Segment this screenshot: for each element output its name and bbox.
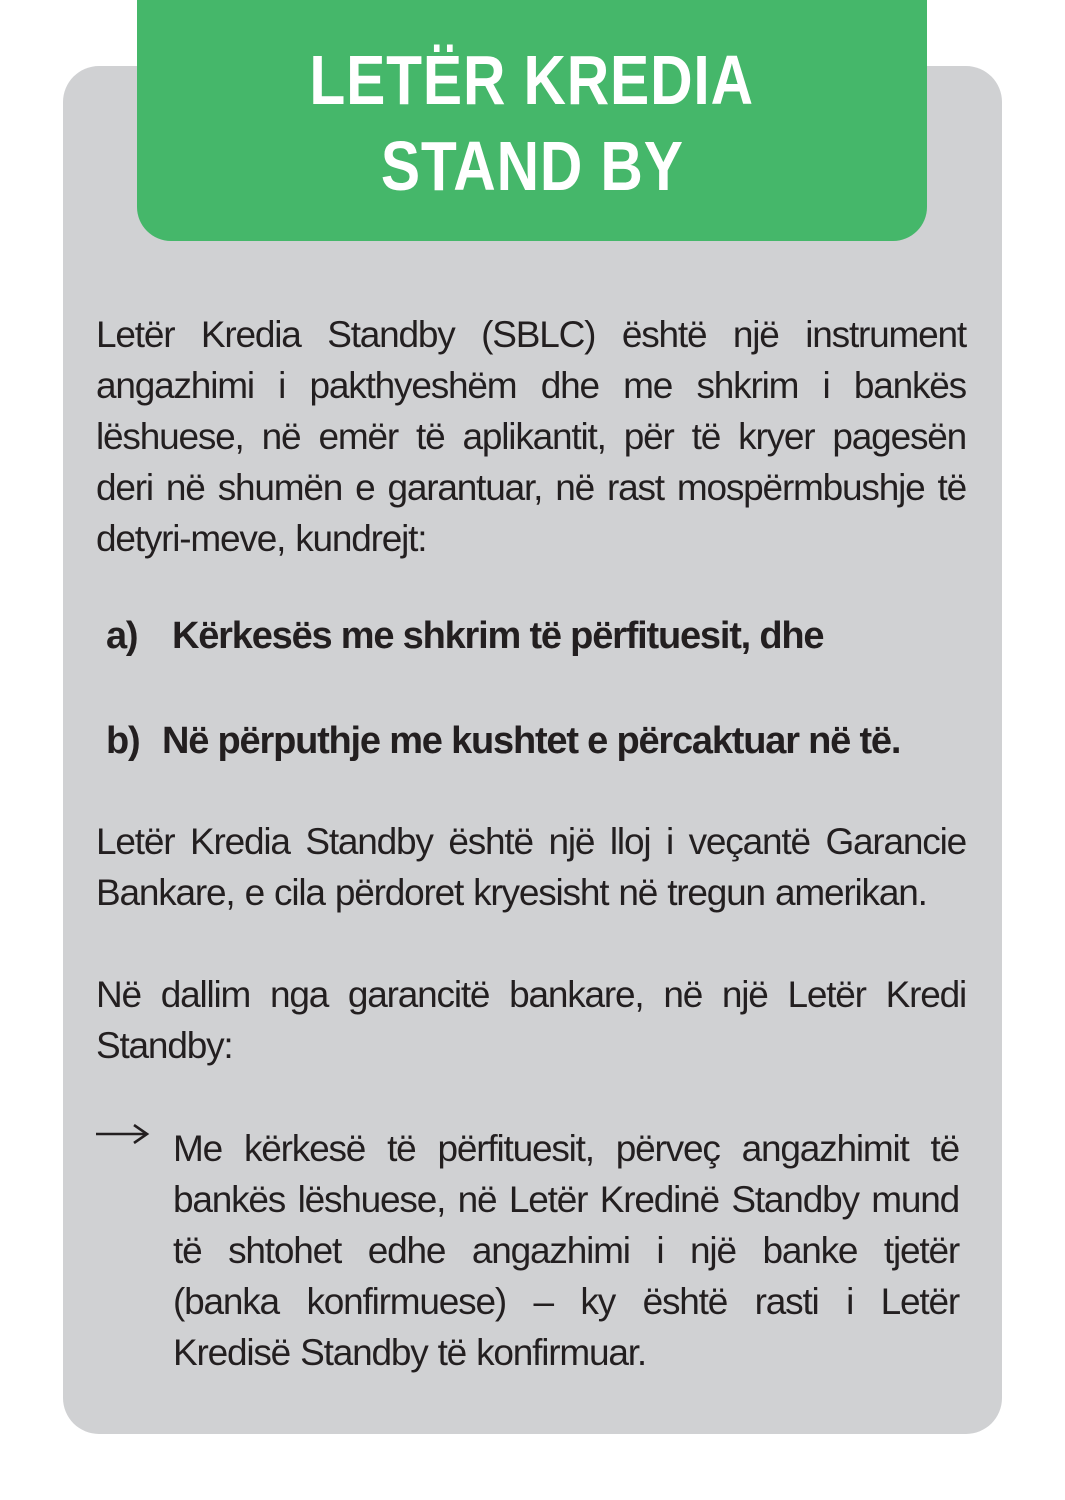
paragraph-3: Në dallim nga garancitë bankare, në një Letër Kredi Standby: [96,974,966,1066]
intro-paragraph: Letër Kredia Standby (SBLC) është një instrument angazhimi i pakthyeshëm dhe me shkrim i bankës lëshuese, në emër të aplikantit, për të kryer pagesën deri në shumën e garantuar, në rast mospërmbushje të detyri-meve, kundrejt: [96,314,966,559]
title-banner [137,0,927,241]
arrow-right-icon [96,1124,150,1144]
list-item-b [106,716,900,766]
page-title-line-2: STAND BY [380,126,684,205]
list-item-a-text: Kërkesës me shkrim të përfituesit, dhe [172,615,824,657]
paragraph-2: Letër Kredia Standby është një lloj i veçantë Garancie Bankare, e cila përdoret kryesisht në tregun amerikan. [96,821,966,913]
list-item-a [106,611,823,661]
list-marker-a: a) [106,615,138,657]
bullet-paragraph: Me kërkesë të përfituesit, përveç angazhimit të bankës lëshuese, në Letër Kredinë Standby mund të shtohet edhe angazhimi i një banke tjetër (banka konfirmuese) – ky është rasti i Letër Kredisë Standby të konfirmuar. [173,1128,959,1373]
list-marker-b: b) [106,720,140,762]
list-item-b-text: Në përputhje me kushtet e përcaktuar në të. [162,720,901,762]
page-title-line-1: LETËR KREDIA [309,40,755,119]
